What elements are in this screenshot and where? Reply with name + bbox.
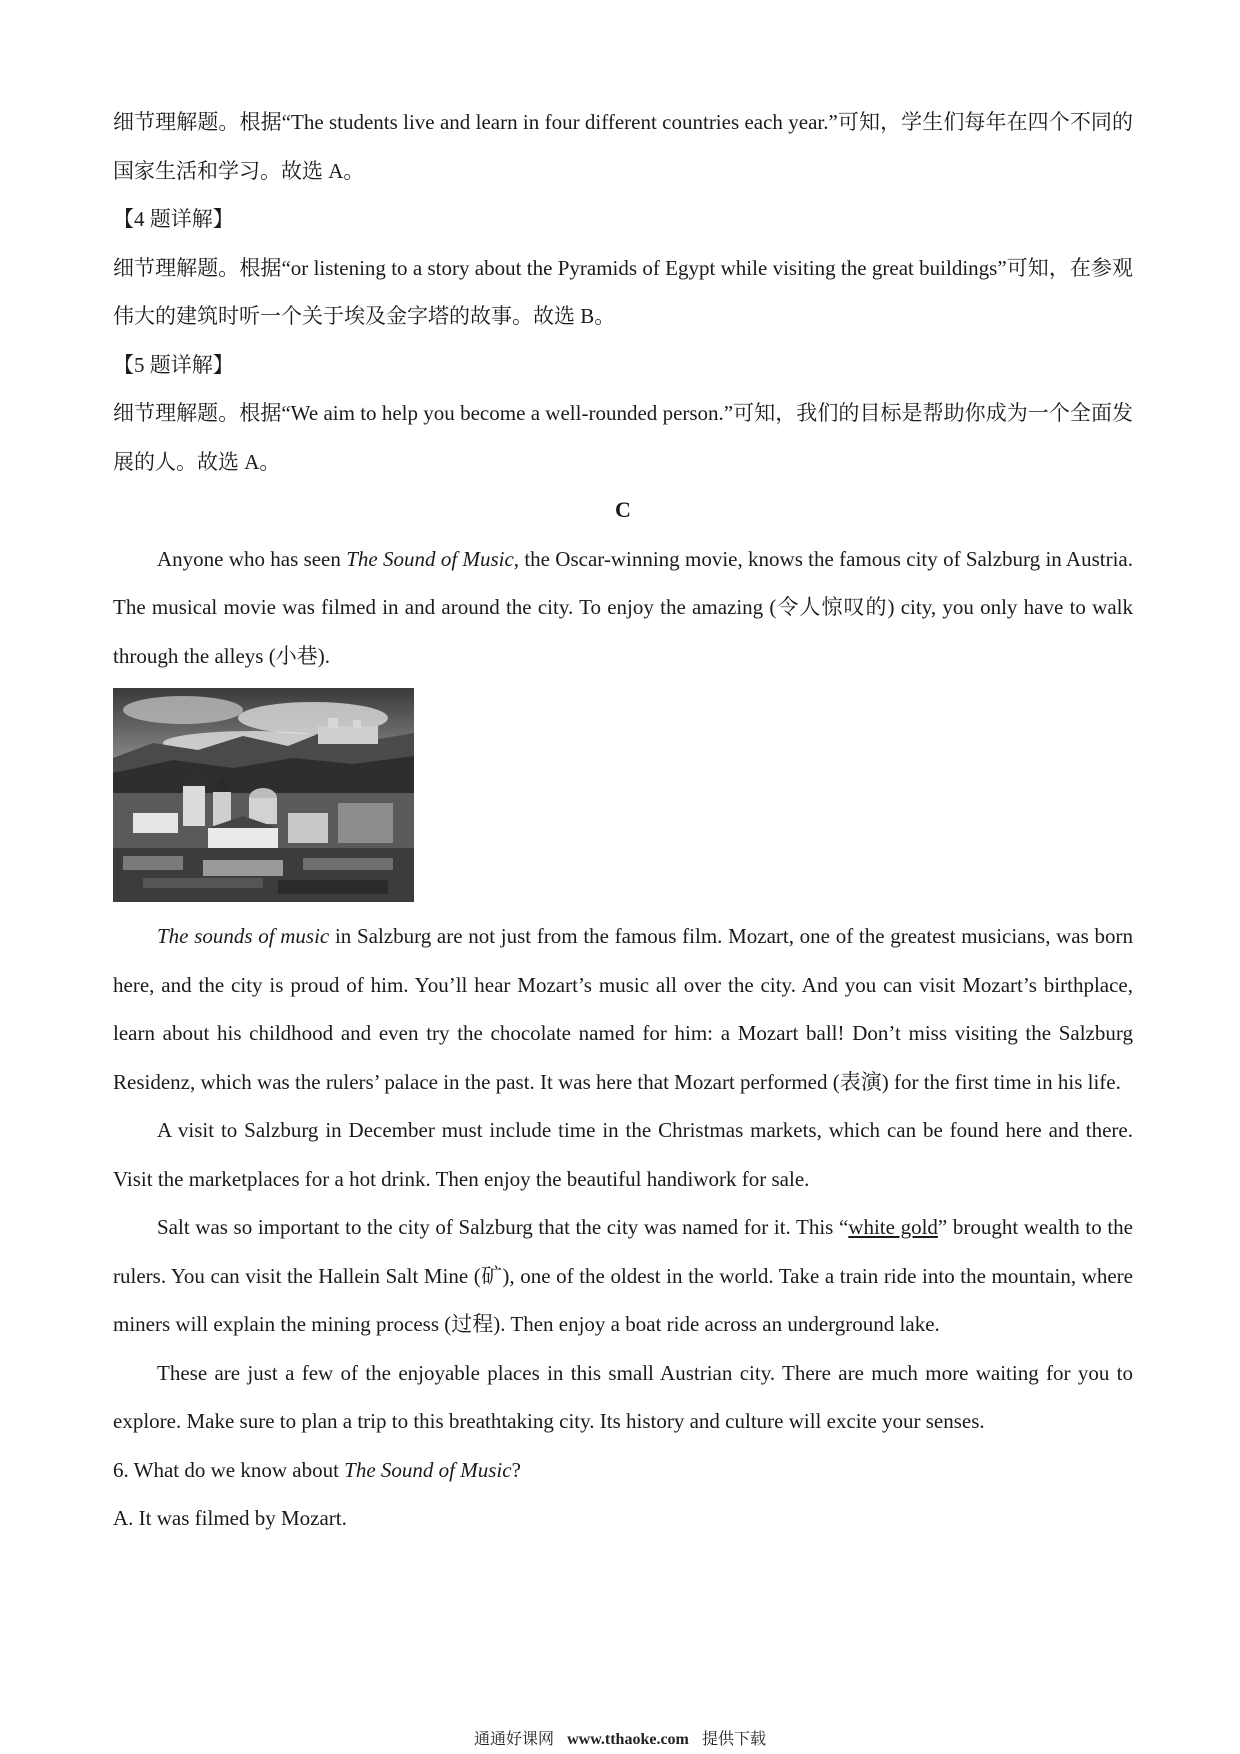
- q5-explanation: 细节理解题。根据“We aim to help you become a well-rounded person.”可知，我们的目标是帮助你成为一个全面发展的人。故选 A。: [113, 401, 1133, 474]
- question-6-option-a: A. It was filmed by Mozart.: [113, 1506, 347, 1530]
- q4-heading: 【4 题详解】: [113, 207, 234, 231]
- passage-paragraph-1: [113, 535, 1133, 681]
- footer-url[interactable]: www.tthaoke.com: [567, 1731, 689, 1748]
- q6-stem-start: 6. What do we know about: [113, 1457, 345, 1482]
- p2-italic-phrase: The sounds of music: [157, 924, 330, 948]
- page-content: [113, 98, 1133, 1543]
- question-6-stem: [113, 1446, 1133, 1495]
- salzburg-photo: [113, 688, 414, 902]
- p2-text: in Salzburg are not just from the famous film. Mozart, one of the greatest musicians, was born here, and the city is proud of him. You’ll hear Mozart’s music all over the city. And you can visit Mozart’s birthplace, learn about his childhood and even try the chocolate named for him: a Mozart ball! Don’t miss visiting the Salzburg Residenz, which was the rulers’ palace in the past. It was here that Mozart performed (表演) for the first time in his life.: [113, 924, 1133, 1094]
- q3-explanation: 细节理解题。根据“The students live and learn in four different countries each year.”可知，学生们每年在四个不同的国家生活和学习。故选 A。: [113, 110, 1133, 183]
- passage-paragraph-3: A visit to Salzburg in December must include time in the Christmas markets, which can be found here and there. Visit the marketplaces for a hot drink. Then enjoy the beautiful handiwork for sale.: [113, 1118, 1133, 1191]
- passage-paragraph-4: [113, 1203, 1133, 1349]
- passage-paragraph-2: [113, 912, 1133, 1106]
- q6-movie-title: The Sound of Music: [344, 1457, 512, 1482]
- footer-download-text: 提供下载: [701, 1729, 766, 1748]
- page-footer: [0, 1726, 1240, 1749]
- q6-stem-end: ?: [511, 1457, 521, 1482]
- movie-title: The Sound of Music: [346, 546, 514, 571]
- q4-explanation: 细节理解题。根据“or listening to a story about the Pyramids of Egypt while visiting the great buildings”可知，在参观伟大的建筑时听一个关于埃及金字塔的故事。故选 B。: [113, 255, 1133, 328]
- underlined-phrase: white gold: [848, 1215, 938, 1239]
- q5-heading: 【5 题详解】: [113, 352, 234, 377]
- p4-text-end: ” brought wealth to the rulers. You can visit the Hallein Salt Mine (矿), one of the oldest in the world. Take a train ride into the mountain, where miners will explain the mining process (过程). Then enjoy a boat ride across an underground lake.: [113, 1215, 1133, 1336]
- passage-letter: C: [615, 497, 631, 522]
- footer-site-name: 通通好课网: [474, 1729, 555, 1748]
- p1-text-end: , the Oscar-winning movie, knows the famous city of Salzburg in Austria. The musical movie was filmed in and around the city. To enjoy the amazing (令人惊叹的) city, you only have to walk through the alleys (小巷).: [113, 546, 1133, 668]
- p4-text-start: Salt was so important to the city of Salzburg that the city was named for it. This “: [157, 1215, 849, 1239]
- p1-text-start: Anyone who has seen: [157, 546, 347, 571]
- passage-paragraph-5: These are just a few of the enjoyable places in this small Austrian city. There are much more waiting for you to explore. Make sure to plan a trip to this breathtaking city. Its history and culture will excite your senses.: [113, 1360, 1133, 1433]
